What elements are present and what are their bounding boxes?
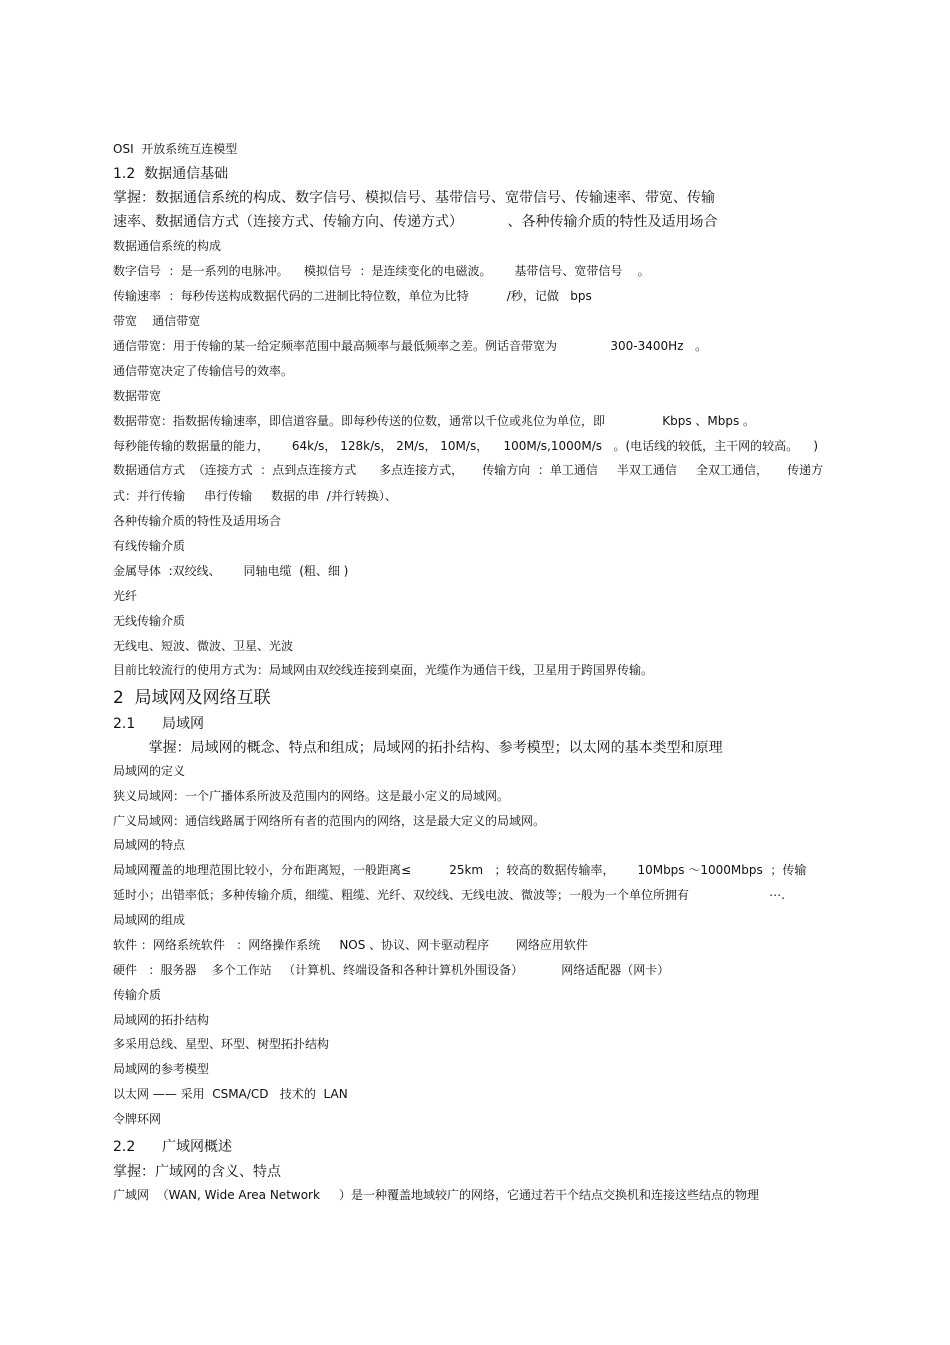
text-line-16: 各种传输介质的特性及适用场合 (113, 514, 282, 528)
section-heading-2-2: 2.2 广域网概述 (113, 1139, 232, 1155)
text-line-33: 软件 ：网络系统软件 ：网络操作系统 NOS 、协议、网卡驱动程序 网络应用软件 (113, 938, 588, 952)
text-line-9: 通信带宽：用于传输的某一给定频率范围中最高频率与最低频率之差。例话音带宽为 300-3400Hz 。 (113, 339, 707, 353)
text-line-36: 局域网的拓扑结构 (113, 1013, 210, 1027)
text-line-11: 数据带宽 (113, 389, 162, 403)
text-line-4: 速率、数据通信方式（连接方式、传输方向、传递方式） 、各种传输介质的特性及适用场合 (113, 214, 718, 230)
text-line-1: OSI 开放系统互连模型 (113, 142, 238, 156)
text-line-27: 狭义局域网：一个广播体系所波及范围内的网络。这是最小定义的局域网。 (113, 789, 510, 803)
text-line-13: 每秒能传输的数据量的能力， 64k/s， 128k/s， 2M/s， 10M/s， 100M/s,1000M/s 。(电话线的较低，主干网的较高。 ) (113, 439, 819, 453)
text-line-22: 目前比较流行的使用方式为：局域网由双绞线连接到桌面，光缆作为通信干线，卫星用于跨国界传输。 (113, 663, 654, 677)
text-line-35: 传输介质 (113, 988, 162, 1002)
text-line-18: 金属导体 :双绞线、 同轴电缆 (粗、细 ) (113, 564, 349, 578)
text-line-43: 广域网 （WAN, Wide Area Network ）是一种覆盖地域较广的网络，它通过若干个结点交换机和连接这些结点的物理 (113, 1188, 760, 1202)
text-line-28: 广义局域网：通信线路属于网络所有者的范围内的网络，这是最大定义的局域网。 (113, 814, 546, 828)
text-line-26: 局域网的定义 (113, 764, 186, 778)
text-line-38: 局域网的参考模型 (113, 1062, 210, 1076)
text-line-39: 以太网 —— 采用 CSMA/CD 技术的 LAN (113, 1087, 348, 1101)
text-line-15: 式：并行传输 串行传输 数据的串 /并行转换）、 (113, 489, 397, 503)
text-line-37: 多采用总线、星型、环型、树型拓扑结构 (113, 1037, 330, 1051)
text-line-7: 传输速率 ：每秒传送构成数据代码的二进制比特位数，单位为比特 /秒，记做 bps (113, 289, 592, 303)
text-line-29: 局域网的特点 (113, 838, 186, 852)
section-heading-1-2: 1.2 数据通信基础 (113, 166, 229, 182)
text-line-3: 掌握：数据通信系统的构成、数字信号、模拟信号、基带信号、宽带信号、传输速率、带宽、传输 (113, 190, 715, 206)
section-heading-2-1: 2.1 局域网 (113, 716, 204, 732)
text-line-19: 光纤 (113, 589, 138, 603)
text-line-17: 有线传输介质 (113, 539, 186, 553)
text-line-34: 硬件 ：服务器 多个工作站 （计算机、终端设备和各种计算机外围设备） 网络适配器（网卡） (113, 963, 670, 977)
text-line-8: 带宽 通信带宽 (113, 314, 201, 328)
text-line-32: 局域网的组成 (113, 913, 186, 927)
text-line-20: 无线传输介质 (113, 614, 186, 628)
text-line-30: 局域网覆盖的地理范围比较小，分布距离短，一般距离≤ 25km ；较高的数据传输率， 10Mbps ～1000Mbps ；传输 (113, 863, 807, 877)
text-line-42: 掌握：广域网的含义、特点 (113, 1164, 281, 1180)
chapter-heading-2: 2 局域网及网络互联 (113, 688, 271, 708)
text-line-21: 无线电、短波、微波、卫星、光波 (113, 639, 294, 653)
text-line-31: 延时小；出错率低；多种传输介质，细缆、粗缆、光纤、双绞线、无线电波、微波等；一般为一个单位所拥有 ⋯. (113, 888, 785, 902)
text-line-40: 令牌环网 (113, 1112, 162, 1126)
text-line-6: 数字信号 ：是一系列的电脉冲。 模拟信号 ：是连续变化的电磁波。 基带信号、宽带信号 。 (113, 264, 650, 278)
text-line-5: 数据通信系统的构成 (113, 239, 222, 253)
text-line-10: 通信带宽决定了传输信号的效率。 (113, 364, 294, 378)
text-line-25: 掌握：局域网的概念、特点和组成；局域网的拓扑结构、参考模型；以太网的基本类型和原理 (113, 740, 723, 756)
text-line-14: 数据通信方式 （连接方式 ：点到点连接方式 多点连接方式， 传输方向 ：单工通信 半双工通信 全双工通信， 传递方 (113, 463, 824, 477)
text-line-12: 数据带宽：指数据传输速率，即信道容量。即每秒传送的位数，通常以千位或兆位为单位，即 Kbps 、Mbps 。 (113, 414, 756, 428)
